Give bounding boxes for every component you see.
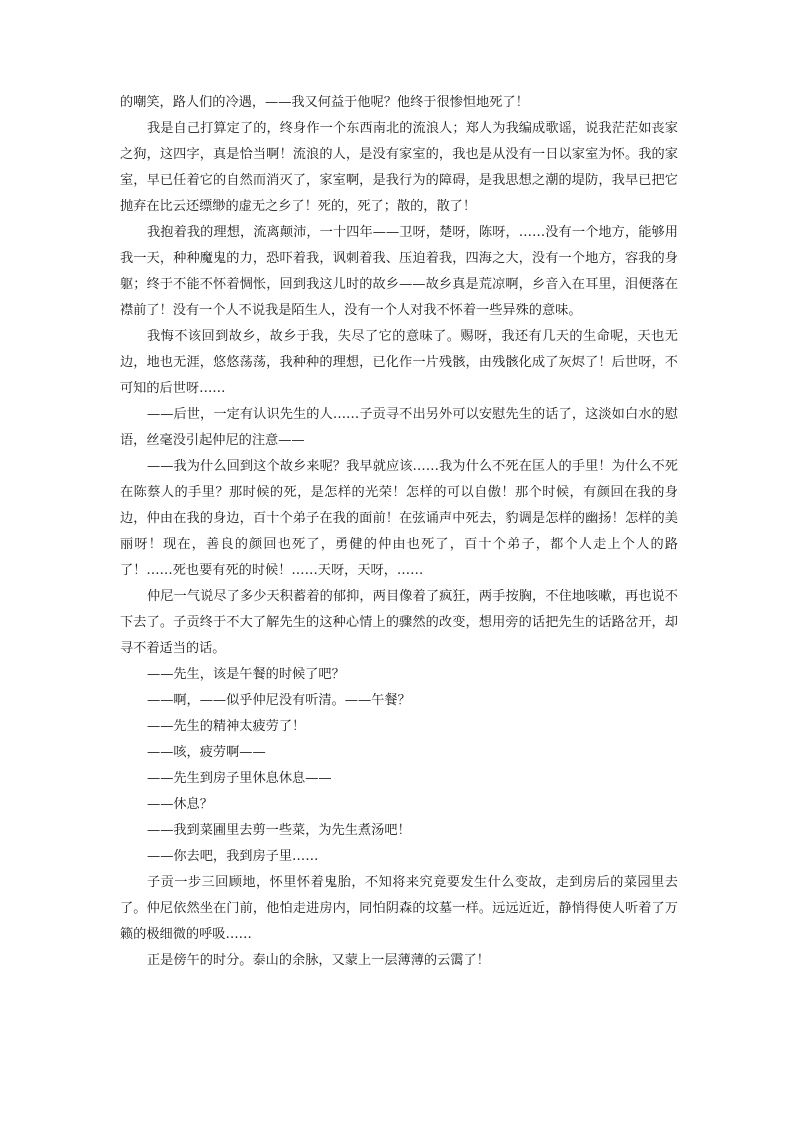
document-body xyxy=(120,90,678,974)
dialog-line: ——你去吧，我到房子里…… xyxy=(147,849,319,864)
dialog-line: ——先生，该是午餐的时候了吧？ xyxy=(147,667,345,682)
paragraph: 我是自己打算定了的，终身作一个东西南北的流浪人；郑人为我编成歌谣，说我茫茫如丧家之狗，这四字，真是恰当啊！流浪的人，是没有家室的，我也是从没有一日以家室为怀。我的家室，早已任着它的自然而消灭了，家室啊，是我行为的障碍，是我思想之潮的堤防，我早已把它抛弃在比云还缥缈的虚无之乡了！死的，死了；散的，散了！ xyxy=(120,121,678,214)
dialog-line: ——我为什么回到这个故乡来呢？我早就应该……我为什么不死在匡人的手里！为什么不死在陈蔡人的手里？那时候的死，是怎样的光荣！怎样的可以自傲！那个时候，有颜回在我的身边，仲由在我的身边，百十个弟子在我的面前！在弦诵声中死去，豹调是怎样的幽扬！怎样的美丽呀！现在，善良的颜回也死了，勇健的仲由也死了，百十个弟子，都个人走上个人的路了！……死也要有死的时候！……天呀，天呀，…… xyxy=(120,459,678,578)
dialog-line: ——先生到房子里休息休息—— xyxy=(147,771,332,786)
paragraph: 我悔不该回到故乡，故乡于我，失尽了它的意味了。赐呀，我还有几天的生命呢，天也无边，地也无涯，悠悠荡荡，我种种的理想，已化作一片残骸，由残骸化成了灰烬了！后世呀，不可知的后世呀…… xyxy=(120,329,678,396)
dialog-line: ——后世，一定有认识先生的人……子贡寻不出另外可以安慰先生的话了，这淡如白水的慰语，丝毫没引起仲尼的注意—— xyxy=(120,407,678,448)
dialog-line: ——我到菜圃里去剪一些菜，为先生煮汤吧！ xyxy=(147,823,411,838)
dialog-line: ——啊，——似乎仲尼没有听清。——午餐？ xyxy=(147,693,411,708)
dialog-line: ——先生的精神太疲劳了！ xyxy=(147,719,306,734)
paragraph: 子贡一步三回顾地，怀里怀着鬼胎，不知将来究竟要发生什么变故，走到房后的菜园里去了。仲尼依然坐在门前，他怕走进房内，同怕阴森的坟墓一样。远远近近，静悄得使人听着了万籁的极细微的呼吸…… xyxy=(120,875,678,942)
paragraph: 我抱着我的理想，流离颠沛，一十四年——卫呀，楚呀，陈呀，……没有一个地方，能够用我一天，种种魔鬼的力，恐吓着我，讽刺着我、压迫着我，四海之大，没有一个地方，容我的身躯；终于不能不怀着惆怅，回到我这儿时的故乡——故乡真是荒凉啊，乡音入在耳里，泪便落在襟前了！没有一个人不说我是陌生人，没有一个人对我不怀着一些异殊的意味。 xyxy=(120,225,678,318)
paragraph: 正是傍午的时分。泰山的余脉，又蒙上一层薄薄的云霭了！ xyxy=(147,953,490,968)
paragraph: 仲尼一气说尽了多少天积蓄着的郁抑，两目像着了疯狂，两手按胸，不住地咳嗽，再也说不下去了。子贡终于不大了解先生的这种心情上的骤然的改变，想用旁的话把先生的话路岔开，却寻不着适当的话。 xyxy=(120,589,678,656)
paragraph: 的嘲笑，路人们的冷遇，——我又何益于他呢？他终于很惨怛地死了！ xyxy=(120,95,529,110)
dialog-line: ——休息？ xyxy=(147,797,213,812)
dialog-line: ——咳，疲劳啊—— xyxy=(147,745,266,760)
